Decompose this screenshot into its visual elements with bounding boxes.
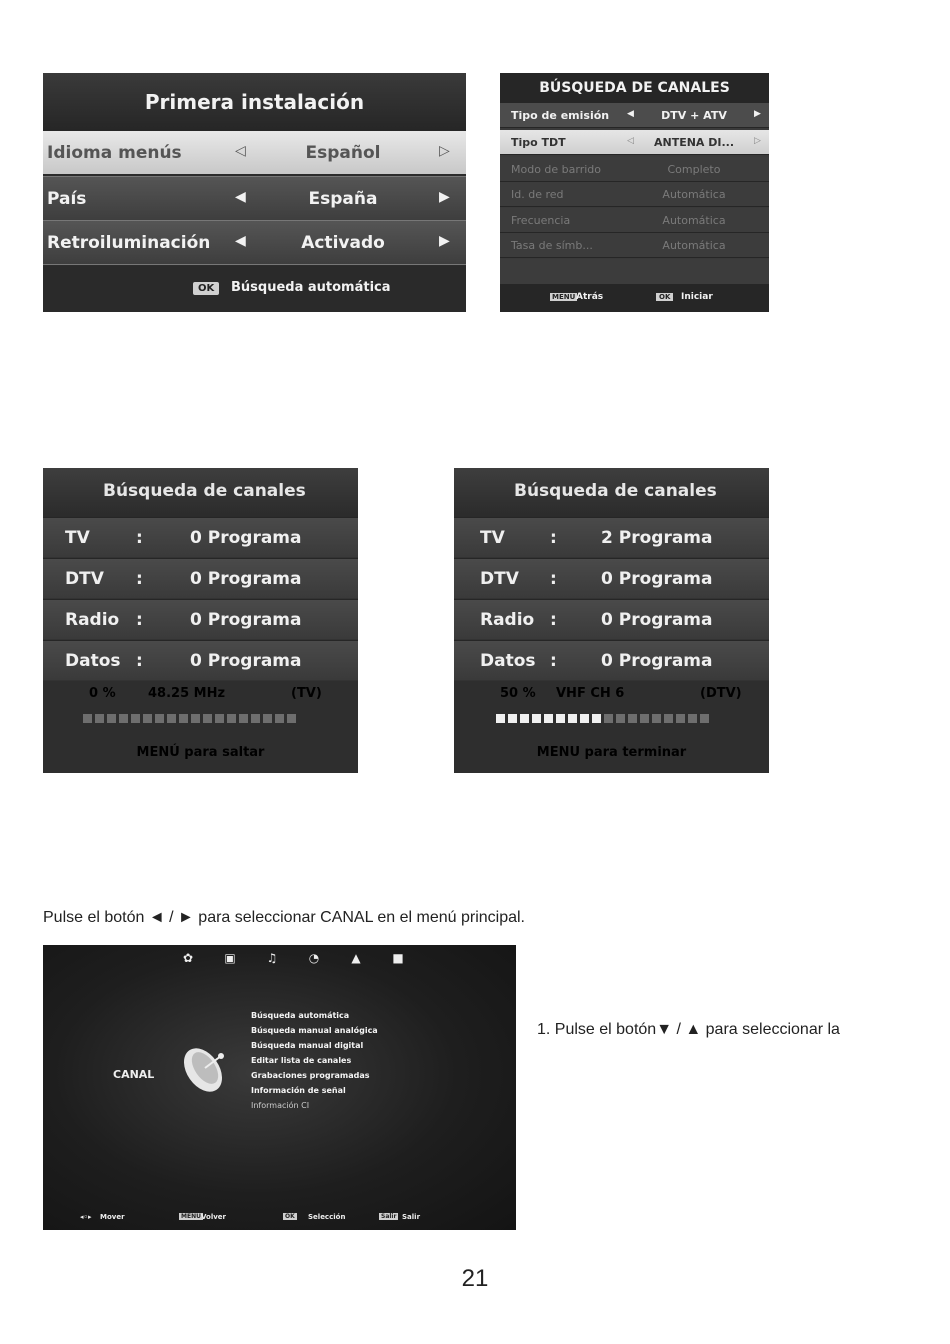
arrow-left-icon[interactable]: ◀ (235, 233, 246, 249)
dtt-type-row[interactable] (500, 130, 769, 155)
radio-count-row (454, 599, 769, 639)
auto-search-label: Búsqueda automática (231, 280, 391, 295)
progress-segment (616, 714, 625, 723)
lock-icon[interactable]: ▲ (351, 951, 361, 965)
back-label: Volver (201, 1213, 227, 1221)
main-menu-footer (43, 1209, 516, 1227)
radio-count-row (43, 599, 358, 639)
row-value: 0 Programa (601, 651, 713, 671)
progress-segment (604, 714, 613, 723)
dtv-count-row (43, 558, 358, 598)
back-label: Atrás (576, 292, 604, 302)
network-id-row (500, 182, 769, 207)
scan-status (454, 681, 769, 773)
row-separator: : (136, 610, 143, 630)
progress-segment (83, 714, 92, 723)
progress-segment (167, 714, 176, 723)
symbol-rate-row (500, 233, 769, 258)
row-value: Automática (662, 214, 726, 227)
row-value: 0 Programa (190, 569, 302, 589)
scan-percent: 0 % (89, 686, 116, 701)
progress-segment (532, 714, 541, 723)
progress-segment (628, 714, 637, 723)
row-label: País (47, 189, 87, 209)
main-menu-canal-screen (43, 945, 516, 1230)
ok-key[interactable]: OK (656, 293, 673, 301)
row-label: DTV (480, 569, 519, 589)
progress-segment (640, 714, 649, 723)
progress-segment (191, 714, 200, 723)
progress-segment (700, 714, 709, 723)
scan-frequency: 48.25 MHz (148, 686, 226, 701)
row-separator: : (136, 651, 143, 671)
arrow-right-outline-icon[interactable]: ▷ (754, 136, 761, 146)
progress-segment (275, 714, 284, 723)
progress-segment (592, 714, 601, 723)
menu-item-edit-channels[interactable]: Editar lista de canales (251, 1056, 352, 1065)
menu-item-scheduled-recordings[interactable]: Grabaciones programadas (251, 1071, 370, 1080)
scan-percent: 50 % (500, 686, 536, 701)
progress-segment (544, 714, 553, 723)
instruction-select-item: 1. Pulse el botón▼ / ▲ para seleccionar la (537, 1021, 840, 1038)
first-install-title: Primera instalación (43, 73, 466, 131)
menu-item-manual-digital[interactable]: Búsqueda manual digital (251, 1041, 364, 1050)
progress-segment (520, 714, 529, 723)
progress-segment (568, 714, 577, 723)
scan-mode-row (500, 157, 769, 182)
progress-segment (263, 714, 272, 723)
row-value: Automática (662, 188, 726, 201)
row-value: Completo (667, 163, 721, 176)
first-install-screen (43, 73, 466, 312)
exit-key[interactable]: Salir (381, 1213, 397, 1220)
progress-segment (287, 714, 296, 723)
progress-segment (496, 714, 505, 723)
progress-segment (580, 714, 589, 723)
progress-segment (688, 714, 697, 723)
row-label: Retroiluminación (47, 233, 211, 253)
scan-frequency: VHF CH 6 (556, 686, 625, 701)
row-label: Tasa de símb... (511, 239, 593, 252)
row-value: 2 Programa (601, 528, 713, 548)
row-separator: : (550, 528, 557, 548)
data-count-row (454, 640, 769, 680)
row-label: Datos (480, 651, 536, 671)
scan-mode: (DTV) (700, 686, 742, 701)
row-label: Datos (65, 651, 121, 671)
monitor-icon[interactable]: ▣ (224, 951, 236, 965)
row-label: DTV (65, 569, 104, 589)
menu-item-ci-info[interactable]: Información CI (251, 1101, 310, 1110)
arrow-left-icon[interactable]: ◀ (627, 109, 634, 119)
gear-icon[interactable]: ✿ (182, 951, 194, 965)
scan-title: Búsqueda de canales (454, 468, 769, 517)
section-label: CANAL (113, 1068, 155, 1081)
satellite-dish-icon (175, 1040, 235, 1100)
row-value: Activado (301, 233, 385, 253)
row-label: Radio (480, 610, 535, 630)
frequency-row (500, 208, 769, 233)
data-count-row (43, 640, 358, 680)
square-icon[interactable]: ■ (392, 951, 404, 965)
row-label: Radio (65, 610, 120, 630)
page-number: 21 (461, 1265, 489, 1292)
row-separator: : (550, 651, 557, 671)
channel-search-setup-screen (500, 73, 769, 312)
row-value: Español (305, 143, 381, 163)
empty-row (500, 259, 769, 285)
row-value: 0 Programa (190, 610, 302, 630)
row-separator: : (550, 610, 557, 630)
scan-start-screen (43, 468, 358, 773)
progress-segment (239, 714, 248, 723)
progress-segment (143, 714, 152, 723)
menu-item-auto-search[interactable]: Búsqueda automática (251, 1011, 350, 1020)
arrow-left-outline-icon[interactable]: ◁ (627, 136, 634, 146)
row-value: 0 Programa (601, 569, 713, 589)
progress-segment (676, 714, 685, 723)
progress-segment (107, 714, 116, 723)
progress-segment (251, 714, 260, 723)
row-value: DTV + ATV (661, 109, 727, 122)
arrow-right-outline-icon[interactable]: ▷ (439, 143, 450, 159)
broadcast-type-row[interactable] (500, 103, 769, 128)
progress-segment (131, 714, 140, 723)
tv-count-row (454, 517, 769, 557)
progress-segment (664, 714, 673, 723)
row-value: 0 Programa (190, 651, 302, 671)
scan-progress-screen (454, 468, 769, 773)
row-label: TV (480, 528, 505, 548)
scan-hint: MENÚ para saltar (136, 745, 265, 760)
menu-language-row[interactable] (43, 131, 466, 174)
progress-segment (155, 714, 164, 723)
scan-hint: MENU para terminar (536, 745, 687, 760)
start-label: Iniciar (681, 292, 713, 302)
menu-key[interactable]: MENU (181, 1213, 201, 1220)
clock-icon[interactable]: ◔ (308, 951, 320, 965)
row-label: Frecuencia (511, 214, 571, 227)
ok-key[interactable]: OK (285, 1213, 295, 1220)
move-label: Mover (100, 1213, 125, 1221)
scan-progress-bar (83, 714, 296, 724)
row-value: ANTENA DI... (653, 136, 735, 149)
row-label: Tipo de emisión (511, 109, 610, 122)
row-label: Idioma menús (47, 143, 182, 163)
menu-item-signal-info[interactable]: Información de señal (251, 1086, 346, 1095)
row-label: TV (65, 528, 90, 548)
scan-progress-bar (496, 714, 709, 724)
select-label: Selección (308, 1213, 346, 1221)
row-value: Automática (662, 239, 726, 252)
scan-status (43, 681, 358, 773)
arrow-right-icon[interactable]: ▶ (754, 109, 761, 119)
row-separator: : (136, 569, 143, 589)
ok-key[interactable]: OK (193, 282, 219, 295)
first-install-footer (43, 266, 466, 312)
progress-segment (215, 714, 224, 723)
music-icon[interactable]: ♫ (266, 951, 278, 965)
row-value: España (308, 189, 378, 209)
arrow-left-outline-icon[interactable]: ◁ (235, 143, 246, 159)
canal-menu-list (251, 1008, 378, 1113)
row-separator: : (136, 528, 143, 548)
scan-mode: (TV) (291, 686, 322, 701)
progress-segment (95, 714, 104, 723)
main-menu-tabs (167, 951, 419, 965)
row-label: Modo de barrido (511, 163, 602, 176)
row-label: Id. de red (511, 188, 564, 201)
arrow-right-icon[interactable]: ▶ (439, 189, 450, 205)
arrow-right-icon[interactable]: ▶ (439, 233, 450, 249)
channel-search-setup-title: BÚSQUEDA DE CANALES (500, 73, 769, 103)
progress-segment (179, 714, 188, 723)
menu-key[interactable]: MENU (552, 293, 576, 301)
backlight-row[interactable] (43, 220, 466, 265)
scan-title: Búsqueda de canales (43, 468, 358, 517)
progress-segment (652, 714, 661, 723)
row-label: Tipo TDT (511, 136, 566, 149)
arrow-left-icon[interactable]: ◀ (235, 189, 246, 205)
progress-segment (119, 714, 128, 723)
progress-segment (556, 714, 565, 723)
exit-label: Salir (402, 1213, 421, 1221)
move-arrows-icon: ◂◦▸ (80, 1213, 92, 1221)
progress-segment (508, 714, 517, 723)
dtv-count-row (454, 558, 769, 598)
progress-segment (203, 714, 212, 723)
country-row[interactable] (43, 176, 466, 220)
row-value: 0 Programa (190, 528, 302, 548)
menu-item-manual-analog[interactable]: Búsqueda manual analógica (251, 1026, 378, 1035)
progress-segment (227, 714, 236, 723)
tv-count-row (43, 517, 358, 557)
row-value: 0 Programa (601, 610, 713, 630)
instruction-select-canal: Pulse el botón ◄ / ► para seleccionar CANAL en el menú principal. (43, 909, 525, 926)
channel-search-setup-footer (500, 285, 769, 312)
row-separator: : (550, 569, 557, 589)
